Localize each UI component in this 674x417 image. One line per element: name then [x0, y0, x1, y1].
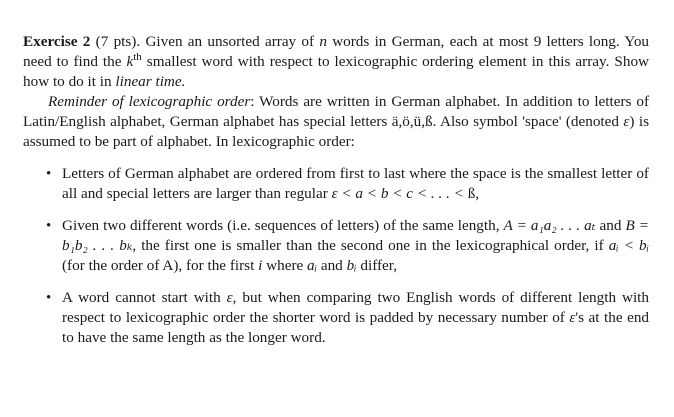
epsilon-symbol: ε: [569, 309, 576, 326]
intro-text: Given an unsorted array of: [145, 33, 315, 50]
reminder-text-2: ) is assumed to be part of alphabet. In lexicographic order:: [23, 113, 650, 150]
linear-time: linear time.: [115, 73, 186, 90]
superscript-th: th: [133, 51, 142, 63]
word-a-math: A = a₁a₂ . . . aₜ: [503, 217, 596, 234]
var-n: n: [319, 33, 327, 50]
epsilon-symbol: ε: [623, 113, 630, 130]
bullet-text-3: 's at the end to have the same length as the longer word.: [62, 309, 650, 346]
bullet-text-6: differ,: [360, 257, 398, 274]
bullet-text-end: ß,: [463, 185, 480, 202]
bullet-text-4: where: [266, 257, 304, 274]
bullet-text: Letters of German alphabet are ordered from first to last where the space is the smallest letter of all and special letters are larger than regular: [62, 165, 649, 202]
bullet-text-5: and: [320, 257, 343, 274]
reminder-label: Reminder of lexicographic order: [48, 93, 251, 110]
bullet-text: Given two different words (i.e. sequences of letters) of the same length,: [62, 217, 500, 234]
bullet-icon: •: [46, 166, 52, 182]
bullet-text-2: , the first one is smaller than the second one in the lexicographical order, if: [132, 237, 604, 254]
bullet-icon: •: [46, 218, 52, 234]
list-item: [23, 216, 649, 276]
list-item: [23, 288, 649, 348]
exercise-document: [23, 32, 649, 360]
bullet-text: A word cannot start with: [62, 289, 221, 306]
order-math: ε < a < b < c < . . . <: [331, 185, 464, 202]
bullet-text-and: and: [599, 217, 622, 234]
exercise-statement: [23, 32, 649, 92]
rules-list: [23, 164, 649, 348]
bullet-text-3: (for the order of A), for the first: [62, 257, 255, 274]
var-k: k: [126, 53, 134, 70]
word-b-math: B = b₁b₂ . . . bₖ: [62, 217, 650, 254]
bullet-text-2: , but when comparing two English words of different length with respect to lexicographic order the shorter word is padded by necessary number of: [62, 289, 649, 326]
epsilon-symbol: ε: [226, 289, 233, 306]
exercise-title: Exercise 2: [23, 33, 91, 50]
exercise-points: (7 pts).: [95, 33, 141, 50]
reminder-text: : Words are written in German alphabet. In addition to letters of Latin/English alphabet, German alphabet has special letters ä,ö,ü,ß. Also symbol 'space' (denoted: [23, 93, 650, 130]
reminder-paragraph: [23, 92, 649, 152]
intro-text-3: smallest word with respect to lexicographic ordering element in this array. Show how to do it in: [23, 53, 650, 90]
ai-math: aᵢ: [307, 257, 318, 274]
bi-math: bᵢ: [346, 257, 357, 274]
compare-math: aᵢ < bᵢ: [608, 237, 649, 254]
intro-text-2: words in German, each at most 9 letters long. You need to find the: [23, 33, 650, 70]
index-math: i: [258, 257, 263, 274]
list-item: [23, 164, 649, 204]
bullet-icon: •: [46, 290, 52, 306]
